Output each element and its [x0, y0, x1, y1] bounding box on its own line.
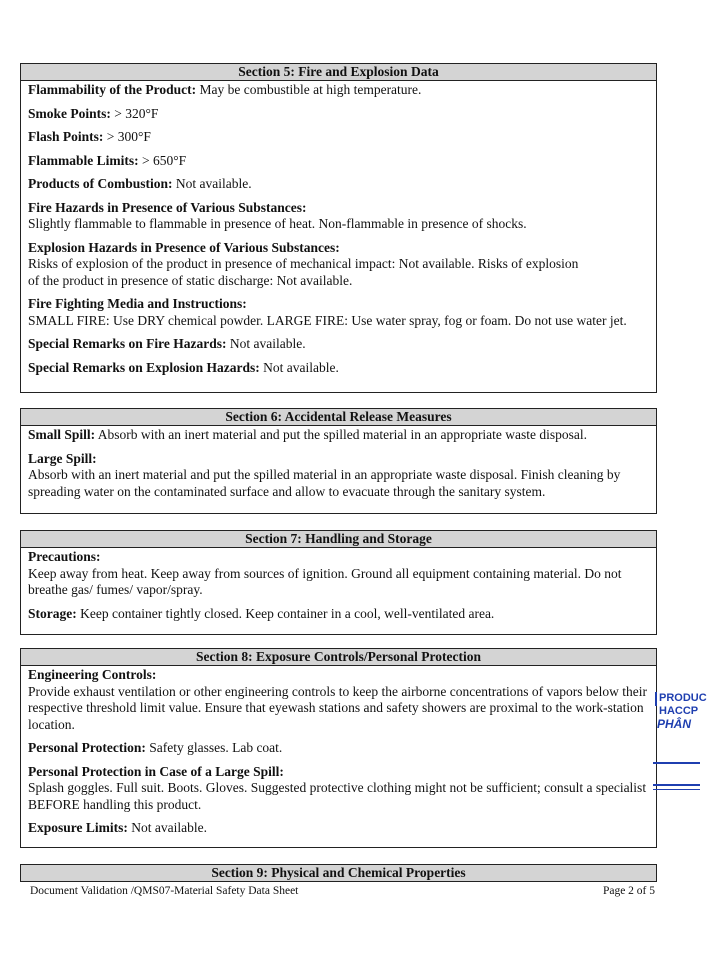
flammable-limits-label: Flammable Limits:	[28, 152, 139, 168]
section-9	[20, 864, 657, 882]
storage-value: Keep container tightly closed. Keep container in a cool, well-ventilated area.	[80, 605, 495, 621]
storage-item	[28, 606, 649, 623]
flammability-label: Flammability of the Product:	[28, 82, 197, 97]
flammability-item	[28, 82, 649, 99]
remarks-fire-item	[28, 336, 649, 353]
section-5	[20, 63, 657, 393]
fire-fighting-label: Fire Fighting Media and Instructions:	[28, 296, 247, 311]
stamp-border-line	[655, 692, 657, 706]
section-5-header: Section 5: Fire and Explosion Data	[21, 64, 656, 81]
flash-points-value: > 300°F	[106, 129, 151, 144]
stamp-bar-1	[653, 762, 700, 764]
flash-points-label: Flash Points:	[28, 129, 104, 144]
section-7-header: Section 7: Handling and Storage	[21, 531, 656, 548]
fire-hazards-value: Slightly flammable to flammable in presence of heat. Non-flammable in presence of shocks.	[28, 216, 527, 231]
large-spill-value: Absorb with an inert material and put the spilled material in an appropriate waste disposal. Finish cleaning by spreading water on the contaminated surface and allow to evacuate through the sanitary system.	[28, 467, 621, 499]
small-spill-item	[28, 427, 649, 444]
engineering-controls-item	[28, 667, 649, 733]
section-7-body	[21, 548, 656, 626]
combustion-item	[28, 176, 649, 193]
exposure-limits-label: Exposure Limits:	[28, 820, 128, 835]
engineering-controls-label: Engineering Controls:	[28, 667, 157, 682]
explosion-hazards-label: Explosion Hazards in Presence of Various Substances:	[28, 239, 340, 255]
engineering-controls-value: Provide exhaust ventilation or other engineering controls to keep the airborne concentrations of vapors below their respective threshold limit value. Ensure that eyewash stations and safety showers are proximal to the work-station location.	[28, 683, 647, 732]
stamp-line-2: HACCP	[659, 705, 699, 717]
section-6-header: Section 6: Accidental Release Measures	[21, 409, 656, 426]
stamp-image	[653, 690, 707, 800]
explosion-hazards-item	[28, 240, 649, 290]
stamp-line-3: PHÂN	[657, 717, 692, 731]
exposure-limits-item	[28, 820, 649, 837]
personal-protection-label: Personal Protection:	[28, 740, 146, 755]
large-spill-label: Large Spill:	[28, 450, 97, 466]
fire-hazards-label: Fire Hazards in Presence of Various Substances:	[28, 199, 307, 215]
remarks-explosion-label: Special Remarks on Explosion Hazards:	[28, 359, 260, 375]
precautions-item	[28, 549, 649, 599]
section-6-body	[21, 426, 656, 504]
smoke-points-label: Smoke Points:	[28, 105, 111, 121]
remarks-fire-label: Special Remarks on Fire Hazards:	[28, 336, 227, 351]
small-spill-value: Absorb with an inert material and put the spilled material in an appropriate waste disposal.	[97, 427, 588, 442]
footer-document-title: Document Validation /QMS07-Material Safety Data Sheet	[30, 885, 299, 897]
section-9-header: Section 9: Physical and Chemical Properties	[21, 865, 656, 881]
large-spill-protection-value: Splash goggles. Full suit. Boots. Gloves. Suggested protective clothing might not be sufficient; consult a specialist BEFORE handling this product.	[28, 780, 647, 812]
remarks-explosion-value: Not available.	[263, 359, 339, 375]
smoke-points-value: > 320°F	[114, 105, 159, 121]
smoke-points-item	[28, 106, 649, 123]
flammable-limits-value: > 650°F	[142, 152, 187, 168]
section-6	[20, 408, 657, 514]
combustion-value: Not available.	[175, 176, 252, 191]
remarks-explosion-item	[28, 360, 649, 377]
footer-page-number: Page 2 of 5	[602, 885, 655, 897]
personal-protection-item	[28, 740, 649, 757]
fire-hazards-item	[28, 200, 649, 233]
large-spill-protection-label: Personal Protection in Case of a Large Spill:	[28, 763, 284, 779]
flammability-value: May be combustible at high temperature.	[199, 82, 422, 97]
fire-fighting-item	[28, 296, 649, 329]
section-8-header: Section 8: Exposure Controls/Personal Protection	[21, 649, 656, 666]
section-5-body	[21, 81, 656, 380]
combustion-label: Products of Combustion:	[28, 176, 173, 191]
large-spill-protection-item	[28, 764, 649, 814]
flash-points-item	[28, 129, 649, 146]
small-spill-label: Small Spill:	[28, 427, 96, 442]
stamp-bar-3	[653, 789, 700, 790]
exposure-limits-value: Not available.	[131, 820, 207, 835]
remarks-fire-value: Not available.	[229, 336, 306, 351]
personal-protection-value: Safety glasses. Lab coat.	[149, 740, 283, 755]
flammable-limits-item	[28, 153, 649, 170]
section-7	[20, 530, 657, 635]
stamp-line-1: PRODUC	[659, 692, 707, 704]
explosion-hazards-line2: of the product in presence of static discharge: Not available.	[28, 272, 353, 288]
section-8	[20, 648, 657, 848]
stamp-bar-2	[653, 784, 700, 786]
storage-label: Storage:	[28, 605, 77, 621]
section-8-body	[21, 666, 656, 841]
precautions-value: Keep away from heat. Keep away from sources of ignition. Ground all equipment containing material. Do not breathe gas/ fumes/ vapor/spray.	[28, 565, 622, 597]
explosion-hazards-line1: Risks of explosion of the product in presence of mechanical impact: Not available. Risks of explosion	[28, 256, 579, 271]
precautions-label: Precautions:	[28, 549, 101, 564]
large-spill-item	[28, 451, 649, 501]
fire-fighting-value: SMALL FIRE: Use DRY chemical powder. LARGE FIRE: Use water spray, fog or foam. Do not use water jet.	[28, 312, 627, 328]
